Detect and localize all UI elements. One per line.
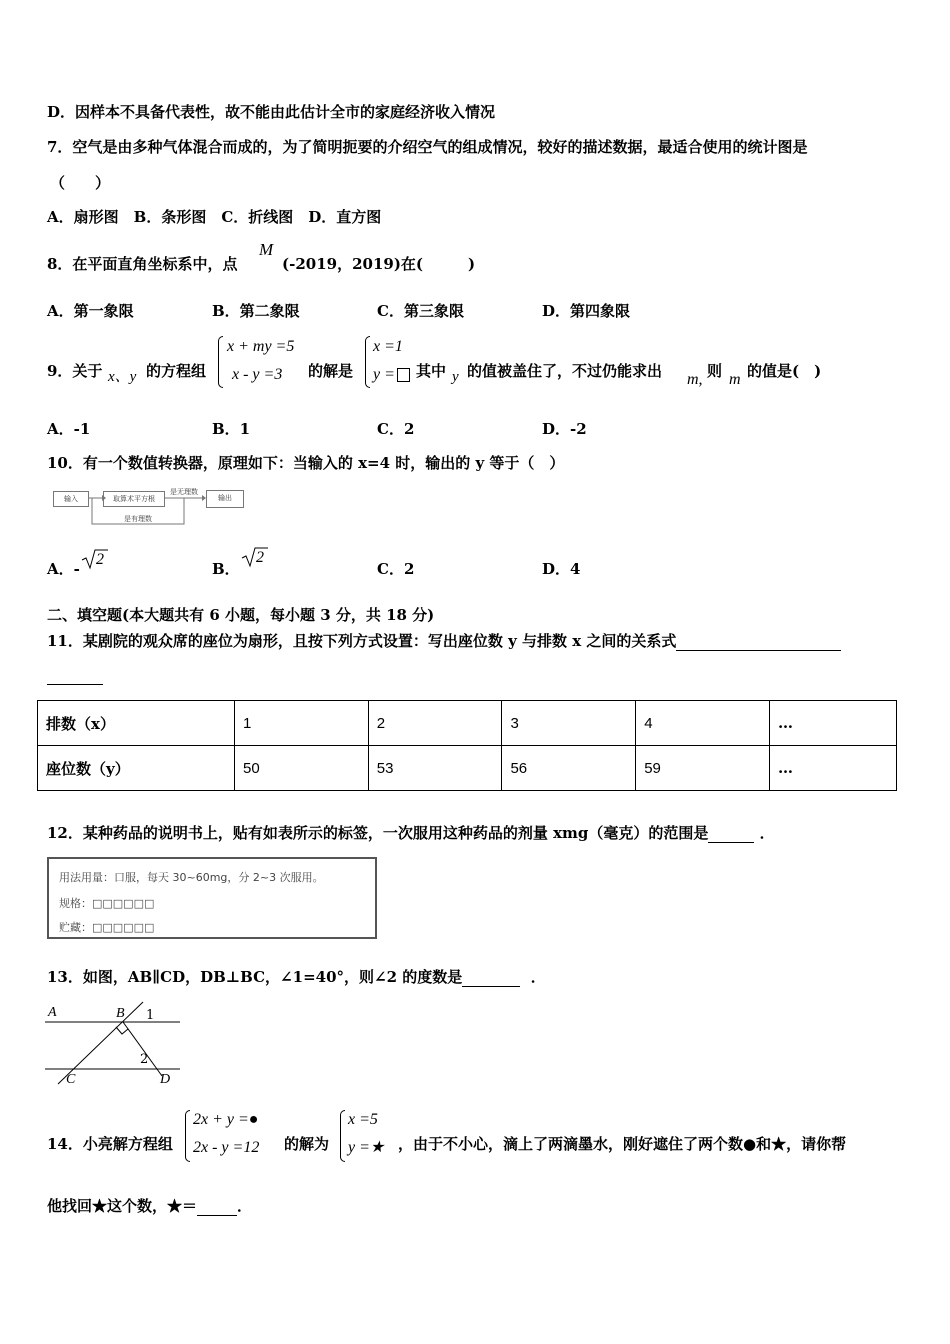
q14-sol-brace <box>340 1110 345 1162</box>
q8-text: 8．在平面直角坐标系中，点 <box>47 255 238 273</box>
label-usage: 用法用量：口服，每天 30~60mg，分 2~3 次服用。 <box>59 871 324 884</box>
q9-m-var2: m <box>729 371 741 388</box>
q9-text-end: 的值是( ) <box>747 362 822 380</box>
table-cell: 50 <box>235 746 369 791</box>
q9-m-var: m, <box>687 371 703 388</box>
q13-text: 13．如图，AB∥CD，DB⊥BC，∠1=40°，则∠2 的度数是 ． <box>47 968 546 986</box>
q9-option-c: C．2 <box>377 420 415 438</box>
q10-option-a-radicand: 2 <box>96 551 104 568</box>
table-cell: … <box>769 701 896 746</box>
q11-text: 11．某剧院的观众席的座位为扇形，且按下列方式设置：写出座位数 y 与排数 x 之间的关系式 <box>47 631 841 651</box>
q14-answer-blank[interactable] <box>197 1215 237 1216</box>
q9-y-var: y <box>452 369 459 385</box>
table-cell: 56 <box>502 746 636 791</box>
table-cell: 座位数（y） <box>38 746 235 791</box>
q14-eq1: 2x + y =● <box>193 1111 259 1128</box>
q12-medicine-label <box>47 857 377 939</box>
q10-option-a: A．- <box>47 560 80 578</box>
flow-rational-label: 是有理数 <box>124 515 152 523</box>
q11-table <box>37 700 897 791</box>
q9-text-start: 9．关于 <box>47 362 103 380</box>
q10-text: 10．有一个数值转换器，原理如下：当输入的 x=4 时，输出的 y 等于（ ） <box>47 454 565 472</box>
q9-solution-label: 的解是 <box>308 362 354 380</box>
q14-solution-label: 的解为 <box>284 1135 330 1153</box>
q9-vars: x、y <box>108 369 137 385</box>
q9-option-d: D．-2 <box>542 420 587 438</box>
q8-var-m: M <box>259 240 274 259</box>
q6-option-d: D．因样本不具备代表性，故不能由此估计全市的家庭经济收入情况 <box>47 103 496 121</box>
label-a: A <box>48 1005 57 1020</box>
q11-answer-blank[interactable] <box>676 650 841 651</box>
table-row <box>38 701 897 746</box>
q7-text: 7．空气是由多种气体混合而成的，为了简明扼要的介绍空气的组成情况，较好的描述数据，最适合使用的统计图是 <box>47 138 808 156</box>
table-cell: 1 <box>235 701 369 746</box>
q10-option-d: D．4 <box>542 560 581 578</box>
q9-sol-brace <box>365 336 370 388</box>
table-row <box>38 746 897 791</box>
table-cell: 4 <box>636 701 770 746</box>
table-cell: 2 <box>368 701 502 746</box>
label-spec: 规格：□□□□□□ <box>59 897 155 910</box>
q10-option-b-radicand: 2 <box>256 549 264 566</box>
q11-answer-blank-cont[interactable] <box>47 684 103 685</box>
q10-option-b: B． <box>212 560 240 578</box>
q9-option-a: A．-1 <box>47 420 91 438</box>
q9-brace <box>218 336 223 388</box>
flow-arrows <box>50 485 250 530</box>
table-cell: 53 <box>368 746 502 791</box>
sqrt-icon <box>240 546 270 568</box>
q9-then: 则 <box>707 362 723 380</box>
q9-system-label: 的方程组 <box>146 362 207 380</box>
q7-options: A．扇形图 B．条形图 C．折线图 D．直方图 <box>47 208 382 226</box>
label-d: D <box>160 1072 171 1087</box>
q12-answer-blank[interactable] <box>708 842 754 843</box>
q8-option-b: B．第二象限 <box>212 302 300 320</box>
q9-sol1: x =1 <box>373 338 403 355</box>
angle-2-label: 2 <box>140 1052 149 1067</box>
q9-text-cont: 的值被盖住了，不过仍能求出 <box>467 362 663 380</box>
q9-option-b: B．1 <box>212 420 251 438</box>
q14-text-start: 14．小亮解方程组 <box>47 1135 173 1153</box>
flow-process-box: 取算术平方根 <box>103 491 165 507</box>
label-storage: 贮藏：□□□□□□ <box>59 921 155 934</box>
q14-line2: 他找回★这个数，★＝ ． <box>47 1197 253 1215</box>
q12-text: 12．某种药品的说明书上，贴有如表所示的标签，一次服用这种药品的剂量 xmg（毫克）的范围是 ． <box>47 824 775 842</box>
section-2-heading: 二、填空题(本大题共有 6 小题，每小题 3 分，共 18 分) <box>47 606 435 624</box>
flow-input-box: 输入 <box>53 491 89 507</box>
label-c: C <box>66 1072 76 1087</box>
table-cell: 3 <box>502 701 636 746</box>
q7-paren: （ ） <box>50 174 111 192</box>
q8-option-c: C．第三象限 <box>377 302 464 320</box>
table-cell: … <box>769 746 896 791</box>
q9-eq1: x + my =5 <box>227 338 295 355</box>
flow-output-box: 输出 <box>206 490 244 508</box>
q8-option-d: D．第四象限 <box>542 302 631 320</box>
q10-option-c: C．2 <box>377 560 415 578</box>
q8-option-a: A．第一象限 <box>47 302 134 320</box>
table-cell: 排数（x） <box>38 701 235 746</box>
label-b: B <box>116 1006 125 1021</box>
q14-eq2: 2x - y =12 <box>193 1139 260 1156</box>
q14-sol1: x =5 <box>348 1111 378 1128</box>
angle-1-label: 1 <box>146 1008 155 1023</box>
covered-box-icon <box>397 368 410 382</box>
q14-text-cont: ，由于不小心，滴上了两滴墨水，刚好遮住了两个数●和★，请你帮 <box>398 1135 847 1153</box>
sqrt-icon <box>80 548 110 570</box>
q14-brace <box>185 1110 190 1162</box>
q9-text-mid: 其中 <box>416 362 447 380</box>
q14-sol2: y =★ <box>348 1139 385 1156</box>
q8-coords: (-2019，2019)在( ) <box>282 255 476 273</box>
q9-sol2: y = <box>373 366 395 383</box>
flow-irrational-label: 是无理数 <box>170 488 198 496</box>
q13-answer-blank[interactable] <box>462 986 520 987</box>
table-cell: 59 <box>636 746 770 791</box>
q9-eq2: x - y =3 <box>232 366 283 383</box>
